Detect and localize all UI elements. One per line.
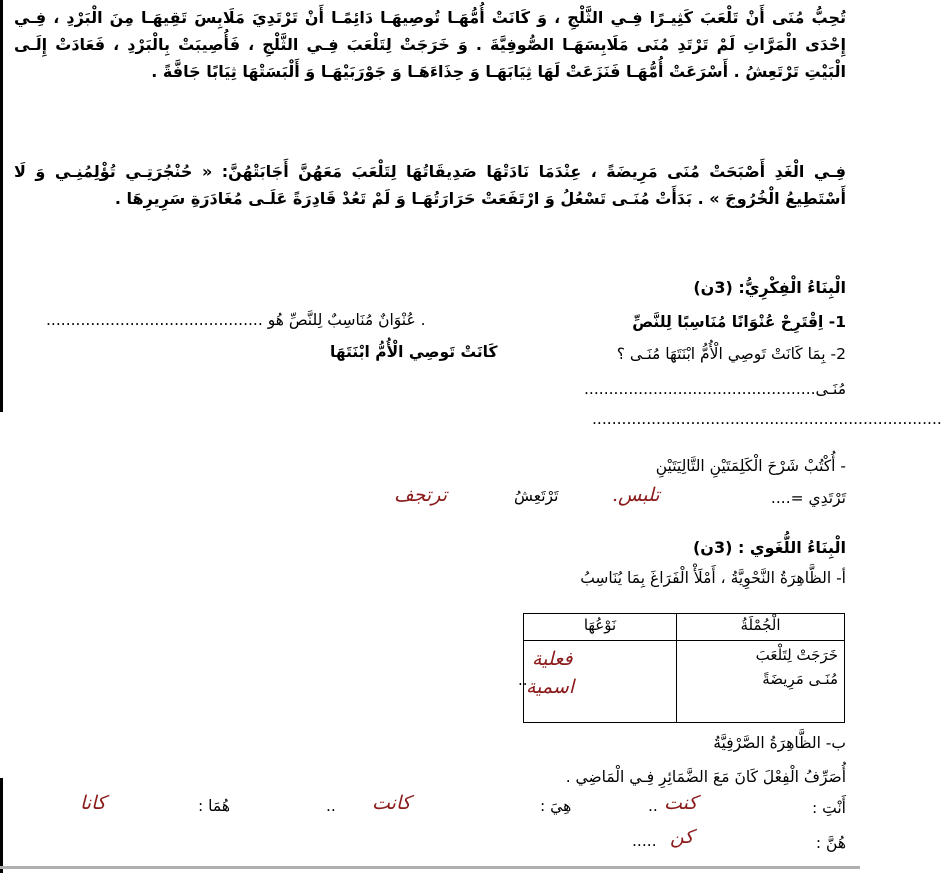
table-sentences-cell — [677, 641, 845, 723]
table-dots: .. — [518, 671, 528, 689]
question-1-answer-line: . عُنْوَانٌ مُنَاسِبٌ لِلنَّصِّ هُو ............................................ — [46, 311, 426, 329]
pronoun-anti-label: أَنْتِ : — [812, 799, 846, 817]
question-3: - أُكْتُبْ شَرْحَ الْكَلِمَتَيْنِ التَّالِيَتَيْنِ — [655, 457, 846, 475]
handwritten-type-1: فعلية — [532, 648, 573, 670]
question-2-answer-continuation: مُنَـى............................................... — [583, 380, 846, 398]
handwritten-anti: كنت — [664, 792, 698, 814]
part-b-title: ب- الظَّاهِرَةُ الصَّرْفِيَّةُ — [713, 734, 846, 752]
question-2-answer-start: كَانَتْ تَوصِي الْأُمُّ ابْنَتَهَا — [330, 343, 498, 361]
handwritten-hunna: كن — [670, 826, 694, 848]
left-margin-bar — [0, 0, 3, 412]
pronoun-hiya-dots: .. — [326, 797, 336, 815]
table-header-sentence: الْجُمْلَةُ — [677, 614, 845, 641]
table-header-type: نَوْعُهَا — [524, 614, 677, 641]
question-2-answer-dots: ....................................................................... — [592, 410, 942, 428]
bottom-border — [0, 866, 860, 869]
section-title-comprehension: الْبِنَاءُ الْفِكْرِيُّ: (3ن) — [693, 278, 846, 297]
pronoun-hunna-dots: ..... — [632, 832, 657, 850]
question-3-word-2: تَرْتَعِشُ — [514, 487, 559, 505]
part-a-instruction: أ- الظَّاهِرَةُ النَّحْوِيَّةُ ، أَمْلَأْ الْفَرَاغَ بِمَا يُنَاسِبُ — [580, 569, 846, 587]
pronoun-hunna-label: هُنَّ : — [815, 834, 846, 852]
reading-paragraph-2: فِـي الْغَدِ أَصْبَحَتْ مُنَى مَرِيضَةً ، عِنْدَمَا نَادَتْهَا صَدِيقَاتُهَا لِتَلْعَبَ مَعَهُنَّ أَجَابَتْهُنَّ: « حُنْجُرَتِـي تُؤْلِمُنِـي وَ لَا أَسْتَطِيعُ الْخُرُوجَ » . بَدَأَتْ مُنَـى تَسْعُلُ وَ ارْتَفَعَتْ حَرَارَتُهَـا وَ لَمْ تَعُدْ قَادِرَةً عَلَـى مُغَادَرَةِ سَرِيرِهَا . — [14, 162, 846, 208]
section-title-language: الْبِنَاءُ اللُّغَوي : (3ن) — [692, 538, 846, 557]
question-3-word-1: تَرْتَدِي =.... — [770, 489, 846, 507]
left-margin-bar-bottom — [0, 778, 3, 873]
handwritten-meaning-1: تلبس. — [612, 484, 660, 506]
handwritten-type-2: اسمية — [526, 676, 575, 698]
reading-paragraph-1: تُحِبُّ مُنَى أَنْ تَلْعَبَ كَثِيـرًا فِـي الثَّلْجِ ، وَ كَانَتْ أُمُّهَـا تُوصِيهَـا دَائِمًـا أَنْ تَرْتَدِيَ مَلَابِسَ تَقِيهَـا مِنَ الْبَرْدِ ، فِـي إِحْدَى الْمَرَّاتِ لَمْ تَرْتَدِ مُنَى مَلَابِسَهَـا الصُّوفِيَّةَ . وَ خَرَجَتْ لِتَلْعَبَ فِـي الثَّلْجِ ، فَأُصِيبَتْ بِالْبَرْدِ ، فَعَادَتْ إِلَـى الْبَيْتِ تَرْتَعِشُ . أَسْرَعَتْ أُمُّهَـا فَنَزَعَتْ لَهَا ثِيَابَهَـا وَ حِذَاءَهَـا وَ جَوْرَبَيْهَـا وَ أَلْبَسَتْهَا ثِيَابًا جَافَّةً . — [14, 8, 846, 81]
handwritten-hiya: كانت — [372, 792, 411, 814]
table-sentence-1: خَرَجَتْ لِتَلْعَبَ — [755, 646, 838, 664]
pronoun-huma-label: هُمَا : — [198, 797, 231, 815]
question-1: 1- اِقْتَرِحْ عُنْوَانًا مُنَاسِبًا لِلنَّصِّ — [632, 313, 846, 331]
handwritten-meaning-2: ترتجف — [394, 484, 447, 506]
table-sentence-2: مُنَـى مَرِيضَةً — [762, 670, 838, 688]
pronoun-anti-dots: .. — [648, 797, 658, 815]
question-2: 2- بِمَا كَانَتْ تَوصِي الْأُمُّ ابْنَتَهَا مُنَـى ؟ — [616, 345, 846, 363]
handwritten-huma: كانا — [80, 792, 106, 814]
part-b-instruction: أُصَرِّفُ الْفِعْلَ كَانَ مَعَ الضَّمَائِرِ فِـي الْمَاضِي . — [565, 768, 846, 786]
pronoun-hiya-label: هِيَ : — [540, 797, 572, 815]
